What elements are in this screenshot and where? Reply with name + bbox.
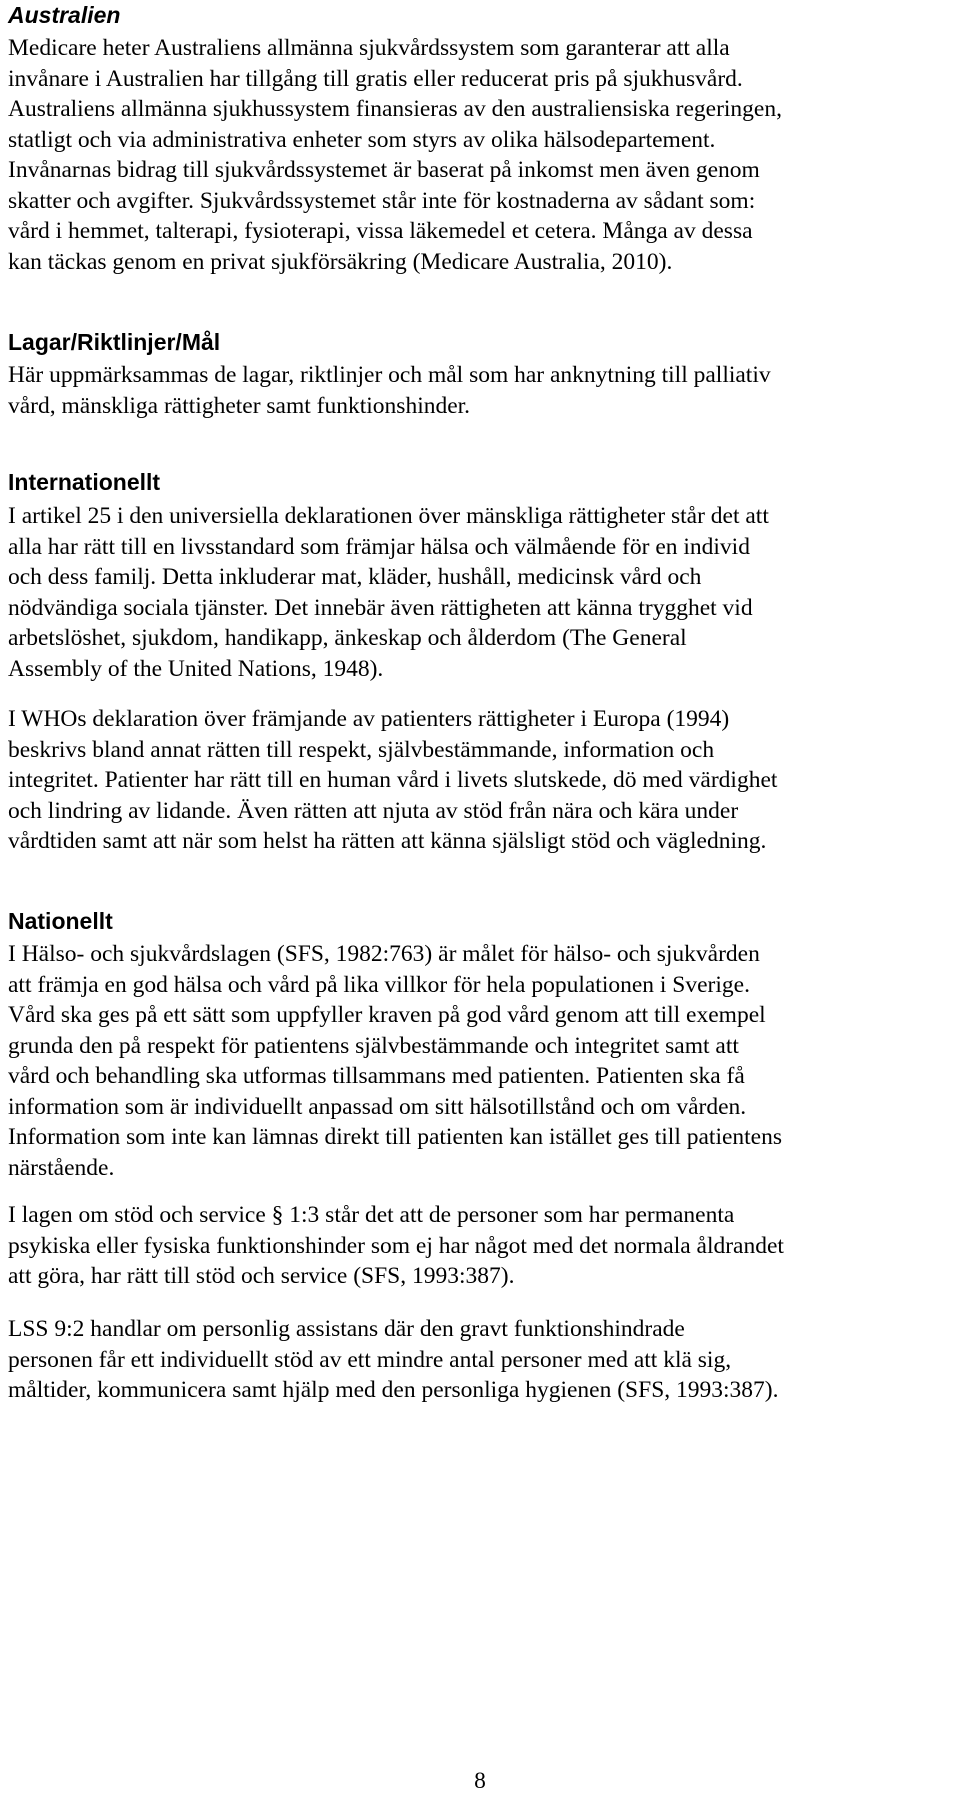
text-line: Assembly of the United Nations, 1948). <box>8 655 384 682</box>
heading-internationellt: Internationellt <box>8 469 161 495</box>
text-line: personen får ett individuellt stöd av ett mindre antal personer med att klä sig, <box>8 1346 732 1373</box>
text-line: information som är individuellt anpassad om sitt hälsotillstånd och om vården. <box>8 1093 747 1120</box>
heading-nationellt: Nationellt <box>8 908 113 934</box>
text-line: invånare i Australien har tillgång till gratis eller reducerat pris på sjukhusvård. <box>8 65 743 92</box>
text-line: nödvändiga sociala tjänster. Det innebär även rättigheten att känna trygghet vid <box>8 594 753 621</box>
text-line: kan täckas genom en privat sjukförsäkring (Medicare Australia, 2010). <box>8 248 673 275</box>
page-number: 8 <box>474 1768 486 1794</box>
text-line: arbetslöshet, sjukdom, handikapp, änkeskap och ålderdom (The General <box>8 625 687 651</box>
paragraph-australien <box>8 33 782 277</box>
paragraph-lss-9-2 <box>8 1314 779 1406</box>
text-line: I lagen om stöd och service § 1:3 står det att de personer som har permanenta <box>8 1202 735 1228</box>
paragraph-who-deklaration <box>8 704 777 857</box>
text-line: integritet. Patienter har rätt till en human vård i livets slutskede, dö med värdighet <box>8 767 778 793</box>
text-line: alla har rätt till en livsstandard som främjar hälsa och välmående för en individ <box>8 533 750 560</box>
text-line: Invånarnas bidrag till sjukvårdssystemet är baserat på inkomst men även genom <box>8 157 760 183</box>
text-line: Vård ska ges på ett sätt som uppfyller kraven på god vård genom att till exempel <box>8 1002 766 1028</box>
text-line: och lindring av lidande. Även rätten att njuta av stöd från nära och kära under <box>8 797 739 824</box>
paragraph-lss-1-3 <box>8 1200 784 1292</box>
paragraph-lagar-intro <box>8 360 771 421</box>
text-line: skatter och avgifter. Sjukvårdssystemet står inte för kostnaderna av sådant som: <box>8 187 756 214</box>
text-line: måltider, kommunicera samt hjälp med den personliga hygienen (SFS, 1993:387). <box>8 1377 779 1403</box>
heading-lagar-riktlinjer-mal: Lagar/Riktlinjer/Mål <box>8 329 221 355</box>
text-line: närstående. <box>8 1154 115 1181</box>
text-line: att göra, har rätt till stöd och service (SFS, 1993:387). <box>8 1263 515 1289</box>
paragraph-halso-och-sjukvardslagen <box>8 939 782 1183</box>
text-line: beskrivs bland annat rätten till respekt, självbestämmande, information och <box>8 736 715 763</box>
text-line: I artikel 25 i den universiella deklarationen över mänskliga rättigheter står det att <box>8 503 769 529</box>
text-line: Här uppmärksammas de lagar, riktlinjer och mål som har anknytning till palliativ <box>8 362 771 388</box>
text-line: och dess familj. Detta inkluderar mat, kläder, hushåll, medicinsk vård och <box>8 564 702 590</box>
text-line: LSS 9:2 handlar om personlig assistans där den gravt funktionshindrade <box>8 1316 685 1342</box>
text-line: Australiens allmänna sjukhussystem finansieras av den australiensiska regeringen, <box>8 96 782 122</box>
text-line: psykiska eller fysiska funktionshinder som ej har något med det normala åldrandet <box>8 1232 784 1259</box>
text-line: vårdtiden samt att när som helst ha rätten att känna själsligt stöd och vägledning. <box>8 828 767 854</box>
text-line: I Hälso- och sjukvårdslagen (SFS, 1982:763) är målet för hälso- och sjukvården <box>8 941 760 967</box>
text-line: vård, mänskliga rättigheter samt funktionshinder. <box>8 392 471 419</box>
text-line: vård och behandling ska utformas tillsammans med patienten. Patienten ska få <box>8 1063 745 1089</box>
text-line: statligt och via administrativa enheter som styrs av olika hälsodepartement. <box>8 126 716 153</box>
text-line: Information som inte kan lämnas direkt till patienten kan istället ges till patientens <box>8 1124 783 1150</box>
heading-australien: Australien <box>8 2 121 28</box>
text-line: grunda den på respekt för patientens självbestämmande och integritet samt att <box>8 1032 739 1059</box>
paragraph-artikel-25 <box>8 501 769 684</box>
text-line: att främja en god hälsa och vård på lika villkor för hela populationen i Sverige. <box>8 971 750 998</box>
text-line: vård i hemmet, talterapi, fysioterapi, vissa läkemedel et cetera. Många av dessa <box>8 218 753 244</box>
text-line: I WHOs deklaration över främjande av patienters rättigheter i Europa (1994) <box>8 706 730 732</box>
text-line: Medicare heter Australiens allmänna sjukvårdssystem som garanterar att alla <box>8 35 730 61</box>
